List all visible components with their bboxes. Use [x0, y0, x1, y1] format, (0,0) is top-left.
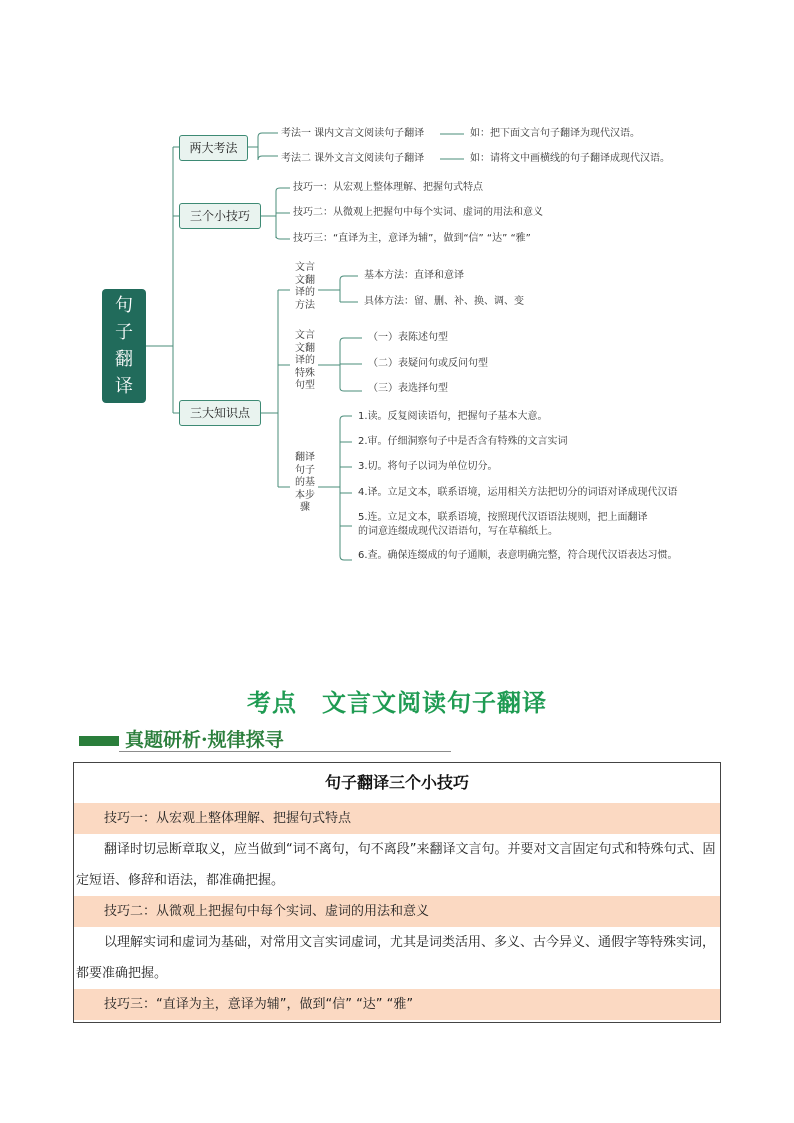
table-body-2: 以理解实词和虚词为基础，对常用文言实词虚词，尤其是词类活用、多义、古今异义、通假字等特殊实词，都要准确把握。 — [76, 935, 716, 981]
banner-underline — [119, 751, 451, 752]
tip-item-3: 技巧三：“直译为主，意译为辅”，做到“信” “达” “雅” — [293, 233, 531, 244]
method-1-left: 考法一 课内文言文阅读句子翻译 — [281, 128, 425, 139]
node-three-knowledge-points: 三大知识点 — [179, 400, 261, 426]
step-6: 6.查。确保连缀成的句子通顺，表意明确完整，符合现代汉语表达习惯。 — [358, 550, 678, 561]
step-2: 2.审。仔细洞察句子中是否含有特殊的文言实词 — [358, 436, 568, 447]
tip-item-1: 技巧一：从宏观上整体理解、把握句式特点 — [293, 182, 483, 193]
method-1-right: 如：把下面文言句子翻译为现代汉语。 — [470, 128, 640, 139]
step-5: 5.连。立足文本，联系语境，按照现代汉语语法规则，把上面翻译 — [358, 512, 648, 523]
sub-node-translation-methods: 文言文翻译的方法 — [295, 262, 315, 311]
node-three-tips: 三个小技巧 — [179, 203, 261, 229]
table-tip-3: 技巧三：“直译为主，意译为辅”，做到“信” “达” “雅” — [74, 989, 720, 1020]
banner-bar — [79, 736, 119, 746]
section-banner — [79, 728, 451, 753]
method-2-right: 如：请将文中画横线的句子翻译成现代汉语。 — [470, 153, 670, 164]
method-specific: 具体方法：留、删、补、换、调、变 — [364, 296, 524, 307]
sentence-type-1: （一）表陈述句型 — [368, 332, 448, 343]
sub-node-translation-steps: 翻译句子的基本步骤 — [295, 452, 315, 513]
banner-text: 真题研析·规律探寻 — [125, 729, 284, 751]
step-5-continued: 的词意连缀成现代汉语语句，写在草稿纸上。 — [358, 526, 558, 537]
method-2-left: 考法二 课外文言文阅读句子翻译 — [281, 153, 425, 164]
step-1: 1.读。反复阅读语句，把握句子基本大意。 — [358, 411, 548, 422]
sentence-type-3: （三）表选择句型 — [368, 383, 448, 394]
sub-node-special-sentences: 文言文翻译的特殊句型 — [295, 330, 315, 391]
step-3: 3.切。将句子以词为单位切分。 — [358, 461, 498, 472]
mind-map-root: 句子翻译 — [102, 289, 146, 403]
node-two-exam-methods: 两大考法 — [179, 135, 248, 161]
sentence-type-2: （二）表疑问句或反问句型 — [368, 358, 488, 369]
tip-item-2: 技巧二：从微观上把握句中每个实词、虚词的用法和意义 — [293, 207, 543, 218]
table-tip-2: 技巧二：从微观上把握句中每个实词、虚词的用法和意义 — [74, 896, 720, 927]
section-title: 考点 文言文阅读句子翻译 — [247, 689, 547, 717]
step-4: 4.译。立足文本，联系语境，运用相关方法把切分的词语对译成现代汉语 — [358, 487, 678, 498]
table-tip-1: 技巧一：从宏观上整体理解、把握句式特点 — [74, 803, 720, 834]
table-title: 句子翻译三个小技巧 — [324, 773, 469, 792]
table-body-1: 翻译时切忌断章取义，应当做到“词不离句，句不离段”来翻译文言句。并要对文言固定句式和特殊句式、固定短语、修辞和语法，都准确把握。 — [76, 842, 716, 888]
method-basic: 基本方法：直译和意译 — [364, 270, 464, 281]
tips-table — [73, 762, 721, 1023]
